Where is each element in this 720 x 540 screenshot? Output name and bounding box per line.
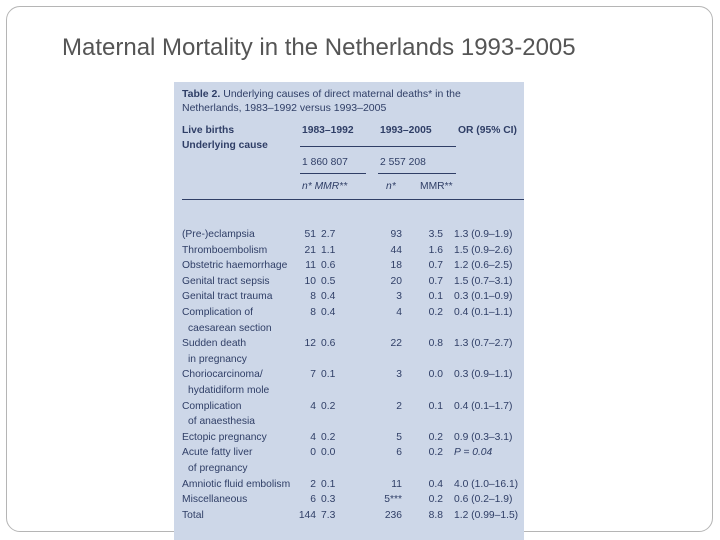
mmr2-cell: 1.6 xyxy=(428,244,443,256)
mmr2-cell: 0.0 xyxy=(428,369,443,381)
mmr1-cell: 0.4 xyxy=(321,306,336,318)
cause-cell: of pregnancy xyxy=(188,462,248,474)
cause-cell: Total xyxy=(182,509,204,521)
cause-cell: Sudden death xyxy=(182,338,247,350)
n1-cell: 0 xyxy=(310,447,316,459)
table-row xyxy=(182,336,524,352)
n1-cell: 12 xyxy=(304,338,316,350)
mmr2-cell: 0.2 xyxy=(428,431,443,443)
mmr1-cell: 2.7 xyxy=(321,229,336,240)
cause-cell: Thromboembolism xyxy=(182,244,268,256)
n2-cell: 20 xyxy=(390,275,402,287)
mmr2-cell: 3.5 xyxy=(428,229,443,240)
mmr1-cell: 1.1 xyxy=(321,244,336,256)
or-cell: 0.3 (0.9–1.1) xyxy=(454,369,513,381)
mmr2-cell: 0.7 xyxy=(428,275,443,287)
header-period1: 1983–1992 xyxy=(302,125,354,136)
cause-cell: Acute fatty liver xyxy=(182,447,253,459)
n1-cell: 8 xyxy=(310,306,316,318)
mmr1-cell: 0.6 xyxy=(321,338,336,350)
table-row xyxy=(182,227,524,243)
mmr2-cell: 0.1 xyxy=(428,291,443,303)
n2-cell: 3 xyxy=(396,369,402,381)
mmr2-cell: 0.8 xyxy=(428,338,443,350)
cause-cell: in pregnancy xyxy=(188,353,247,365)
header-rule-1 xyxy=(300,146,456,147)
caption-text: Underlying causes of direct maternal deaths* in the Netherlands, 1983–1992 versus 1993–2005 xyxy=(182,88,461,114)
n2-cell: 44 xyxy=(390,244,402,256)
header-rule-bottom xyxy=(182,199,524,200)
caption-label: Table 2. xyxy=(182,88,221,100)
header-rule-3 xyxy=(378,173,456,174)
cause-cell: Amniotic fluid embolism xyxy=(182,478,291,490)
table-row xyxy=(182,258,524,274)
mmr1-cell: 0.1 xyxy=(321,369,336,381)
header-births2: 2 557 208 xyxy=(380,157,426,168)
n2-cell: 2 xyxy=(396,400,402,412)
table-image xyxy=(174,82,524,540)
n1-cell: 2 xyxy=(310,478,316,490)
mmr2-cell: 0.1 xyxy=(428,400,443,412)
table-caption xyxy=(182,87,502,115)
mmr2-cell: 0.7 xyxy=(428,260,443,272)
mmr1-cell: 0.4 xyxy=(321,291,336,303)
cause-cell: Complication of xyxy=(182,306,253,318)
or-cell: 0.6 (0.2–1.9) xyxy=(454,494,513,506)
n2-cell: 6 xyxy=(396,447,402,459)
or-cell: 1.5 (0.7–3.1) xyxy=(454,275,513,287)
mmr1-cell: 0.1 xyxy=(321,478,336,490)
header-n1: n* MMR** xyxy=(302,181,348,192)
or-cell: 1.2 (0.6–2.5) xyxy=(454,260,513,272)
header-underlying-cause: Underlying cause xyxy=(182,140,268,151)
mmr2-cell: 0.2 xyxy=(428,447,443,459)
mmr1-cell: 7.3 xyxy=(321,509,336,521)
or-cell: 0.4 (0.1–1.7) xyxy=(454,400,513,412)
cause-cell: Complication xyxy=(182,400,242,412)
mmr2-cell: 0.2 xyxy=(428,494,443,506)
cause-cell: Genital tract trauma xyxy=(182,291,273,303)
cause-cell: (Pre-)eclampsia xyxy=(182,229,255,240)
or-cell: 4.0 (1.0–16.1) xyxy=(454,478,519,490)
cause-cell: caesarean section xyxy=(188,322,272,334)
n2-cell: 5 xyxy=(396,431,402,443)
cause-cell: Ectopic pregnancy xyxy=(182,431,267,443)
or-cell: 1.3 (0.7–2.7) xyxy=(454,338,513,350)
n1-cell: 10 xyxy=(304,275,316,287)
or-cell: P = 0.04 xyxy=(454,447,493,459)
cause-cell: Miscellaneous xyxy=(182,494,248,506)
header-n2: n* xyxy=(386,181,396,192)
n1-cell: 8 xyxy=(310,291,316,303)
table-row xyxy=(182,399,524,415)
or-cell: 1.2 (0.99–1.5) xyxy=(454,509,519,521)
n1-cell: 6 xyxy=(310,494,316,506)
table-row xyxy=(182,367,524,383)
header-period2: 1993–2005 xyxy=(380,125,432,136)
slide-title: Maternal Mortality in the Netherlands 1993-2005 xyxy=(62,34,576,61)
mmr1-cell: 0.2 xyxy=(321,400,336,412)
table-body xyxy=(182,227,524,523)
table-row xyxy=(182,321,524,337)
n1-cell: 51 xyxy=(304,229,316,240)
table-row xyxy=(182,274,524,290)
n2-cell: 236 xyxy=(384,509,402,521)
header-births1: 1 860 807 xyxy=(302,157,348,168)
n2-cell: 18 xyxy=(390,260,402,272)
table-row xyxy=(182,243,524,259)
mmr1-cell: 0.0 xyxy=(321,447,336,459)
table-row xyxy=(182,430,524,446)
cause-cell: hydatidiform mole xyxy=(188,384,270,396)
or-cell: 0.3 (0.1–0.9) xyxy=(454,291,513,303)
table-row xyxy=(182,414,524,430)
header-mmr2: MMR** xyxy=(420,181,453,192)
or-cell: 1.5 (0.9–2.6) xyxy=(454,244,513,256)
mmr2-cell: 8.8 xyxy=(428,509,443,521)
table-row xyxy=(182,305,524,321)
cause-cell: Genital tract sepsis xyxy=(182,275,270,287)
mmr1-cell: 0.6 xyxy=(321,260,336,272)
or-cell: 0.4 (0.1–1.1) xyxy=(454,306,513,318)
n2-cell: 3 xyxy=(396,291,402,303)
mmr2-cell: 0.2 xyxy=(428,306,443,318)
n2-cell: 93 xyxy=(390,229,402,240)
table-row xyxy=(182,289,524,305)
n1-cell: 11 xyxy=(305,260,316,272)
cause-cell: of anaesthesia xyxy=(188,416,255,428)
header-or-ci: OR (95% CI) xyxy=(458,125,517,136)
header-live-births: Live births xyxy=(182,125,235,136)
n2-cell: 11 xyxy=(391,478,402,490)
table-row xyxy=(182,445,524,461)
mmr2-cell: 0.4 xyxy=(428,478,443,490)
or-cell: 0.9 (0.3–3.1) xyxy=(454,431,513,443)
n1-cell: 144 xyxy=(298,509,316,521)
header-rule-2 xyxy=(300,173,366,174)
mmr1-cell: 0.2 xyxy=(321,431,336,443)
mmr1-cell: 0.3 xyxy=(321,494,336,506)
n1-cell: 21 xyxy=(304,244,316,256)
or-cell: 1.3 (0.9–1.9) xyxy=(454,229,513,240)
n1-cell: 7 xyxy=(310,369,316,381)
table-row xyxy=(182,492,524,508)
n1-cell: 4 xyxy=(310,400,316,412)
table-row xyxy=(182,477,524,493)
cause-cell: Choriocarcinoma/ xyxy=(182,369,263,381)
table-row xyxy=(182,461,524,477)
table-row xyxy=(182,383,524,399)
n1-cell: 4 xyxy=(310,431,316,443)
n2-cell: 22 xyxy=(390,338,402,350)
n2-cell: 4 xyxy=(396,306,402,318)
table-row xyxy=(182,352,524,368)
n2-cell: 5*** xyxy=(384,494,402,506)
mmr1-cell: 0.5 xyxy=(321,275,336,287)
table-header xyxy=(182,123,524,195)
cause-cell: Obstetric haemorrhage xyxy=(182,260,288,272)
table-row xyxy=(182,508,524,524)
